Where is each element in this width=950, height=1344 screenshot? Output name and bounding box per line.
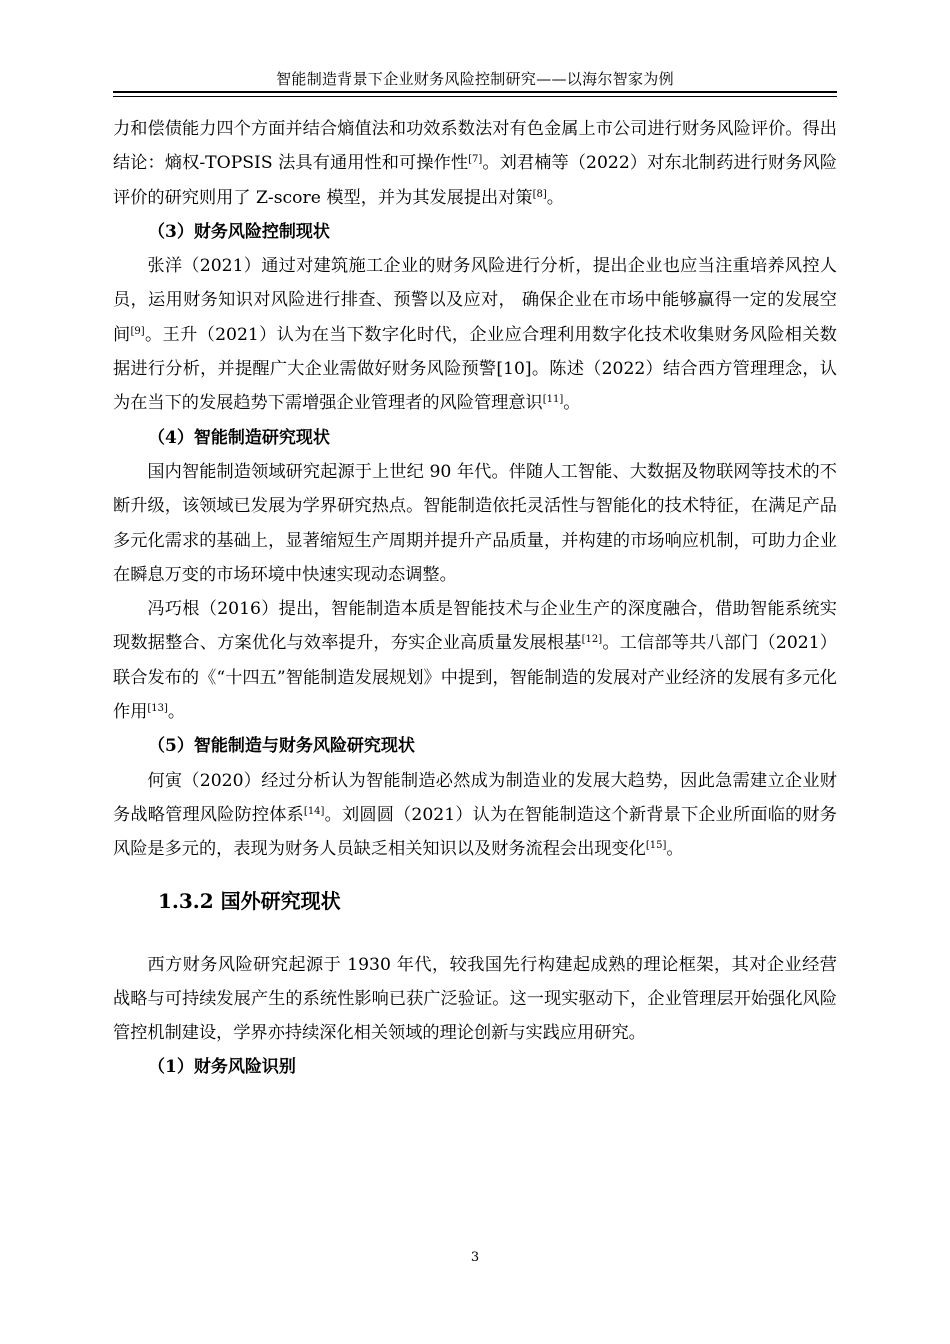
citation: [9]	[130, 325, 145, 337]
page-number: 3	[470, 1250, 480, 1265]
paragraph-text: 。工信部等共八部门（2021）联合发布的《“十四五”智能制造发展规划》中提到，智能制造的发展对产业经济的发展有多元化作用	[113, 633, 837, 723]
subheading-smart-manufacturing: （4）智能制造研究现状	[148, 427, 330, 448]
page-body	[113, 112, 837, 1085]
paragraph-western-research	[113, 948, 837, 1051]
citation: [14]	[303, 805, 325, 817]
subheading-risk-control: （3）财务风险控制现状	[148, 221, 330, 242]
paragraph-text: 。刘圆圆（2021）认为在智能制造这个新背景下企业所面临的财务风险是多元的，表现为财务人员缺乏相关知识以及财务流程会出现变化	[113, 804, 837, 860]
paragraph-text: 。王升（2021）认为在当下数字化时代，企业应合理利用数字化技术收集财务风险相关数据进行分析，并提醒广大企业需做好财务风险预警[10]。陈述（2022）结合西方管理理念，认为在当下的发展趋势下需增强企业管理者的风险管理意识	[113, 324, 837, 414]
paragraph-text: 。刘君楠等（2022）对东北制药进行财务风险评价的研究则用了 Z-score 模型，并为其发展提出对策	[113, 153, 837, 208]
citation: [15]	[645, 840, 667, 852]
paragraph-text: 。	[666, 839, 684, 860]
citation: [13]	[147, 703, 168, 715]
paragraph-smart-manufacturing	[113, 455, 837, 592]
subheading-smart-manufacturing-finance: （5）智能制造与财务风险研究现状	[148, 736, 415, 757]
paragraph-text: 西方财务风险研究起源于 1930 年代，较我国先行构建起成熟的理论框架，其对企业经营战略与可持续发展产生的系统性影响已获广泛验证。这一现实驱动下，企业管理层开始强化风险管控机制建设，学界亦持续深化相关领域的理论创新与实践应用研究。	[113, 954, 837, 1044]
paragraph-feng-qiaogen	[113, 592, 837, 729]
paragraph-text: 。	[167, 702, 186, 723]
paragraph-text: 张洋（2021）通过对建筑施工企业的财务风险进行分析，提出企业也应当注重培养风控人员，运用财务知识对风险进行排查、预警以及应对， 确保企业在市场中能够赢得一定的发展空间	[113, 256, 837, 345]
paragraph-text: 。	[546, 187, 564, 208]
running-header: 智能制造背景下企业财务风险控制研究——以海尔智家为例	[276, 70, 674, 88]
header-rule-thin	[113, 96, 837, 97]
paragraph-text: 力和偿债能力四个方面并结合熵值法和功效系数法对有色金属上市公司进行财务风险评价。得出结论：熵权-TOPSIS 法具有通用性和可操作性	[113, 119, 837, 174]
paragraph-text: 何寅（2020）经过分析认为智能制造必然成为制造业的发展大趋势，因此急需建立企业财务战略管理风险防控体系	[113, 770, 837, 825]
citation: [12]	[581, 634, 603, 646]
paragraph-he-yin	[113, 764, 837, 867]
citation: [11]	[542, 394, 564, 406]
citation: [8]	[532, 188, 547, 200]
section-heading-foreign-research: 1.3.2 国外研究现状	[158, 888, 341, 913]
paragraph-risk-control	[113, 249, 837, 420]
subheading-risk-identification: （1）财务风险识别	[148, 1057, 296, 1078]
paragraph-text: 国内智能制造领域研究起源于上世纪 90 年代。伴随人工智能、大数据及物联网等技术的不断升级，该领域已发展为学界研究热点。智能制造依托灵活性与智能化的技术特征，在满足产品多元化需求的基础上，显著缩短生产周期并提升产品质量，并构建的市场响应机制，可助力企业在瞬息万变的市场环境中快速实现动态调整。	[113, 461, 837, 585]
citation: [7]	[468, 154, 483, 166]
paragraph-text: 。	[563, 393, 581, 414]
header-rule-thick	[113, 91, 837, 93]
paragraph-text: 冯巧根（2016）提出，智能制造本质是智能技术与企业生产的深度融合，借助智能系统实现数据整合、方案优化与效率提升，夯实企业高质量发展根基	[113, 599, 837, 654]
paragraph-continued	[113, 112, 837, 215]
